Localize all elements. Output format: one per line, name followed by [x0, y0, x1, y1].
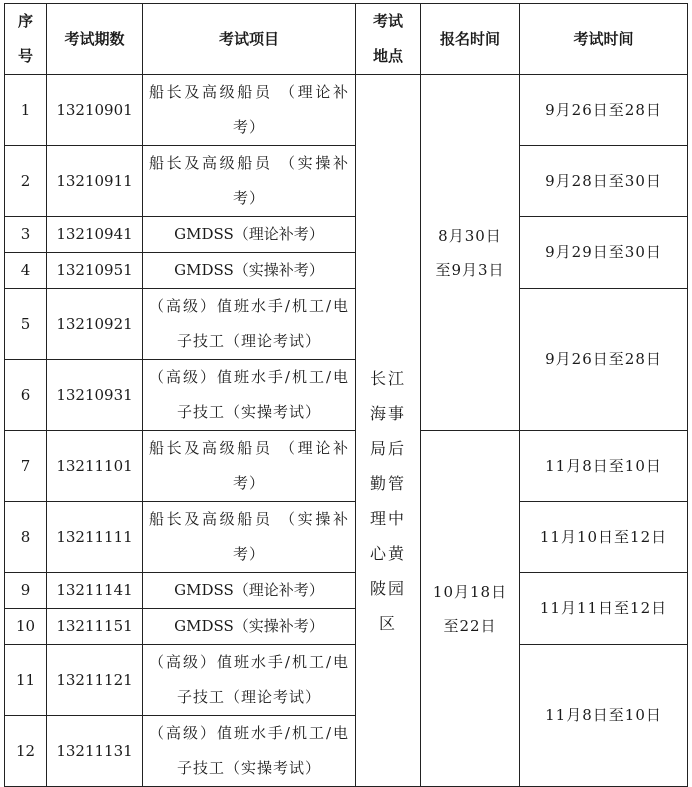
cell-registration-2: 10月18日至22日: [421, 431, 520, 787]
cell-no: 6: [5, 360, 47, 431]
cell-item: （高级）值班水手/机工/电子技工（理论考试）: [143, 645, 356, 716]
cell-exam-time: 9月26日至28日: [520, 289, 688, 431]
cell-no: 8: [5, 502, 47, 573]
table-row: [5, 146, 688, 217]
table-row: [5, 431, 688, 502]
cell-period: 13210931: [47, 360, 143, 431]
header-registration: 报名时间: [421, 4, 520, 75]
cell-exam-time: 11月8日至10日: [520, 645, 688, 787]
cell-period: 13210941: [47, 217, 143, 253]
cell-no: 4: [5, 253, 47, 289]
cell-period: 13211111: [47, 502, 143, 573]
cell-exam-time: 11月8日至10日: [520, 431, 688, 502]
cell-item: 船长及高级船员 （理论补考）: [143, 75, 356, 146]
cell-exam-time: 9月29日至30日: [520, 217, 688, 289]
cell-no: 2: [5, 146, 47, 217]
cell-period: 13211141: [47, 573, 143, 609]
cell-item: GMDSS（理论补考）: [143, 573, 356, 609]
table-row: [5, 75, 688, 146]
cell-no: 5: [5, 289, 47, 360]
cell-item: （高级）值班水手/机工/电子技工（实操考试）: [143, 716, 356, 787]
cell-item: （高级）值班水手/机工/电子技工（实操考试）: [143, 360, 356, 431]
table-row: [5, 645, 688, 716]
cell-period: 13211121: [47, 645, 143, 716]
header-exam-time: 考试时间: [520, 4, 688, 75]
cell-exam-time: 11月11日至12日: [520, 573, 688, 645]
cell-no: 12: [5, 716, 47, 787]
cell-period: 13210911: [47, 146, 143, 217]
header-item: 考试项目: [143, 4, 356, 75]
cell-item: GMDSS（实操补考）: [143, 253, 356, 289]
cell-period: 13210901: [47, 75, 143, 146]
table-row: [5, 289, 688, 360]
table-row: [5, 573, 688, 609]
cell-no: 7: [5, 431, 47, 502]
cell-no: 3: [5, 217, 47, 253]
cell-period: 13211101: [47, 431, 143, 502]
cell-item: 船长及高级船员 （理论补考）: [143, 431, 356, 502]
cell-item: （高级）值班水手/机工/电子技工（理论考试）: [143, 289, 356, 360]
cell-registration-1: 8月30日至9月3日: [421, 75, 520, 431]
cell-exam-time: 9月28日至30日: [520, 146, 688, 217]
header-no: 序号: [5, 4, 47, 75]
cell-item: 船长及高级船员 （实操补考）: [143, 502, 356, 573]
cell-exam-time: 11月10日至12日: [520, 502, 688, 573]
table-row: [5, 502, 688, 573]
header-period: 考试期数: [47, 4, 143, 75]
cell-period: 13211151: [47, 609, 143, 645]
cell-item: GMDSS（实操补考）: [143, 609, 356, 645]
exam-schedule-table: [4, 3, 688, 787]
cell-no: 1: [5, 75, 47, 146]
cell-no: 10: [5, 609, 47, 645]
cell-period: 13211131: [47, 716, 143, 787]
header-row: [5, 4, 688, 75]
cell-no: 9: [5, 573, 47, 609]
cell-period: 13210951: [47, 253, 143, 289]
cell-item: GMDSS（理论补考）: [143, 217, 356, 253]
cell-period: 13210921: [47, 289, 143, 360]
cell-location: 长江海事局后勤管理中心黄陂园区: [356, 75, 421, 787]
cell-no: 11: [5, 645, 47, 716]
cell-exam-time: 9月26日至28日: [520, 75, 688, 146]
cell-item: 船长及高级船员 （实操补考）: [143, 146, 356, 217]
table-row: [5, 217, 688, 253]
header-location: 考试地点: [356, 4, 421, 75]
